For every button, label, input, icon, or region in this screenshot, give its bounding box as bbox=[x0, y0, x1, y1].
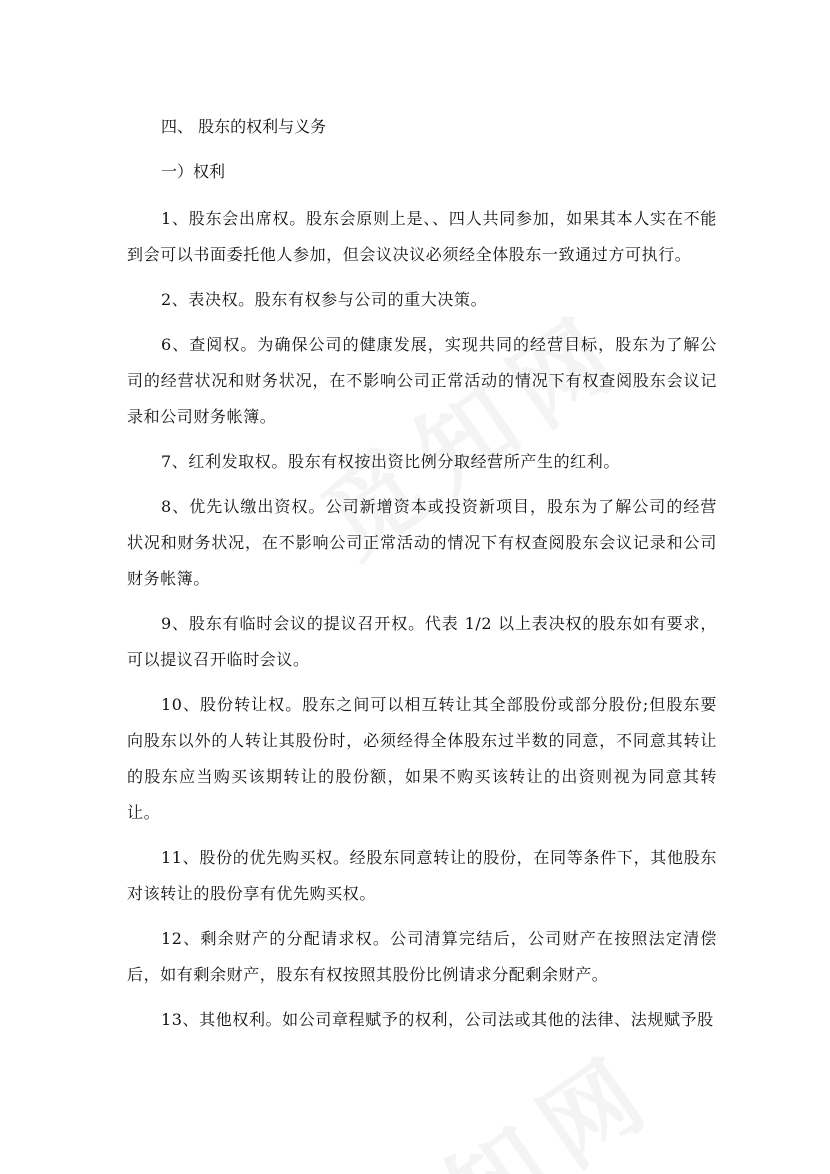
subsection-heading: 一）权利 bbox=[161, 162, 226, 181]
paragraph-2: 2、表决权。股东有权参与公司的重大决策。 bbox=[161, 290, 488, 309]
paragraph-12: 12、剩余财产的分配请求权。公司清算完结后，公司财产在按照法定清偿后，如有剩余财产，股东有权按照其股份比例请求分配剩余财产。 bbox=[127, 929, 717, 984]
paragraph-11: 11、股份的优先购买权。经股东同意转让的股份，在同等条件下，其他股东对该转让的股份享有优先购买权。 bbox=[127, 848, 717, 903]
document-body bbox=[127, 111, 717, 1047]
paragraph-10: 10、股份转让权。股东之间可以相互转让其全部股份或部分股份;但股东要向股东以外的人转让其股份时，必须经得全体股东过半数的同意，不同意其转让的股东应当购买该期转让的股份额，如果不购买该转让的出资则视为同意其转让。 bbox=[127, 695, 717, 822]
section-heading: 四、 股东的权利与义务 bbox=[161, 117, 327, 136]
paragraph-13: 13、其他权利。如公司章程赋予的权利，公司法或其他的法律、法规赋予股 bbox=[161, 1010, 714, 1029]
paragraph-7: 7、红利发取权。股东有权按出资比例分取经营所产生的红利。 bbox=[161, 452, 620, 471]
paragraph-8: 8、优先认缴出资权。公司新增资本或投资新项目，股东为了解公司的经营状况和财务状况，在不影响公司正常活动的情况下有权查阅股东会议记录和公司财务帐簿。 bbox=[127, 497, 717, 588]
paragraph-6: 6、查阅权。为确保公司的健康发展，实现共同的经营目标，股东为了解公司的经营状况和财务状况，在不影响公司正常活动的情况下有权查阅股东会议记录和公司财务帐簿。 bbox=[127, 335, 717, 426]
paragraph-9: 9、股东有临时会议的提议召开权。代表 1/2 以上表决权的股东如有要求，可以提议召开临时会议。 bbox=[127, 614, 717, 669]
paragraph-1: 1、股东会出席权。股东会原则上是、、四人共同参加，如果其本人实在不能到会可以书面委托他人参加，但会议决议必须经全体股东一致通过方可执行。 bbox=[127, 209, 717, 264]
